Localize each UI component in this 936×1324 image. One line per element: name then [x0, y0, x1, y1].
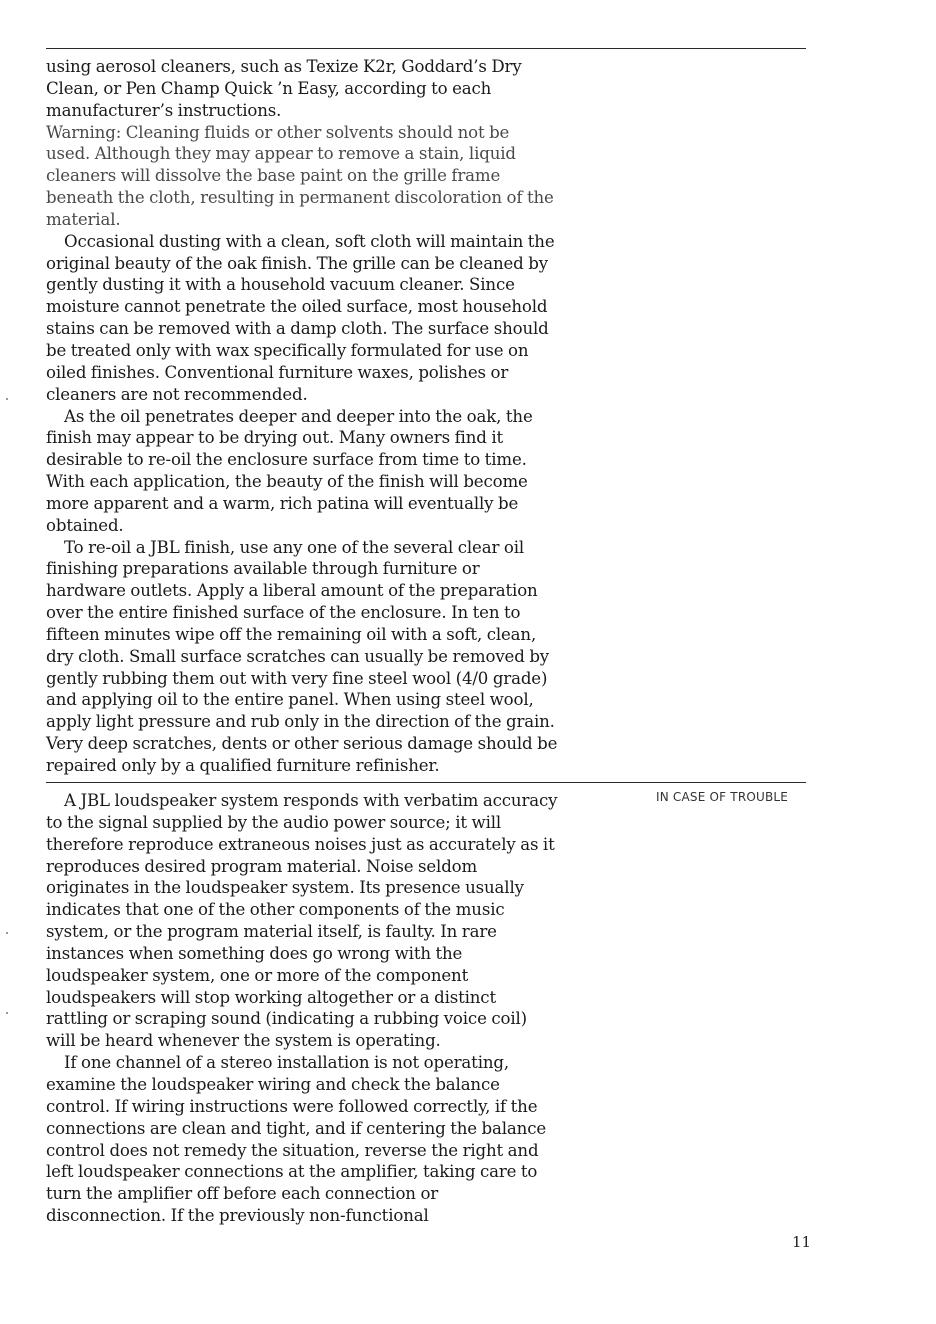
care-paragraph-4: To re-oil a JBL finish, use any one of the several clear oil finishing preparations available through furniture or hardware outlets. Apply a liberal amount of the preparation over the entire finished surface of the enclosure. In ten to fifteen minutes wipe off the remaining oil with a soft, clean, dry cloth. Small surface scratches can usually be removed by gently rubbing them out with very fine steel wool (4/0 grade) and applying oil to the entire panel. When using steel wool, apply light pressure and rub only in the direction of the grain. Very deep scratches, dents or other serious damage should be repaired only by a qualified furniture refinisher. [46, 537, 558, 775]
trouble-paragraph-2: If one channel of a stereo installation is not operating, examine the loudspeaker wiring and check the balance control. If wiring instructions were followed correctly, if the connections are clean and tight, and if centering the balance control does not remedy the situation, reverse the right and left loudspeaker connections at the amplifier, taking care to turn the amplifier off before each connection or disconnection. If the previously non-functional [46, 1053, 547, 1226]
trouble-paragraph-1: A JBL loudspeaker system responds with verbatim accuracy to the signal supplied by the audio power source; it will therefore reproduce extraneous noises just as accurately as it reproduces desired program material. Noise seldom originates in the loudspeaker system. Its presence usually indicates that one of the other components of the music system, or the program material itself, is faulty. In rare instances when something does go wrong with the loudspeaker system, one or more of the component loudspeakers will stop working altogether or a distinct rattling or scraping sound (indicating a rubbing voice coil) will be heard whenever the system is operating. [46, 791, 558, 1051]
section-divider-rule [46, 782, 806, 783]
page-number: 11 [792, 1233, 812, 1251]
margin-mark [6, 398, 8, 400]
care-section [46, 56, 558, 777]
warning-paragraph: Warning: Cleaning fluids or other solvents should not be used. Although they may appear to remove a stain, liquid cleaners will dissolve the base paint on the grille frame beneath the cloth, resulting in permanent discoloration of the material. [46, 122, 554, 229]
margin-mark [6, 1012, 8, 1014]
care-paragraph-2: Occasional dusting with a clean, soft cloth will maintain the original beauty of the oak finish. The grille can be cleaned by gently dusting it with a household vacuum cleaner. Since moisture cannot penetrate the oiled surface, most household stains can be removed with a damp cloth. The surface should be treated only with wax specifically formulated for use on oiled finishes. Conventional furniture waxes, polishes or cleaners are not recommended. [46, 231, 555, 404]
care-paragraph-3: As the oil penetrates deeper and deeper into the oak, the finish may appear to be drying out. Many owners find it desirable to re-oil the enclosure surface from time to time. With each application, the beauty of the finish will become more apparent and a warm, rich patina will eventually be obtained. [46, 406, 533, 535]
trouble-section [46, 790, 558, 1227]
care-paragraph-1: using aerosol cleaners, such as Texize K2r, Goddard’s Dry Clean, or Pen Champ Quick ’n Easy, according to each manufacturer’s instructions. [46, 57, 522, 120]
section-heading-in-case-of-trouble: IN CASE OF TROUBLE [656, 790, 789, 804]
top-rule [46, 48, 806, 49]
margin-mark [6, 932, 8, 934]
